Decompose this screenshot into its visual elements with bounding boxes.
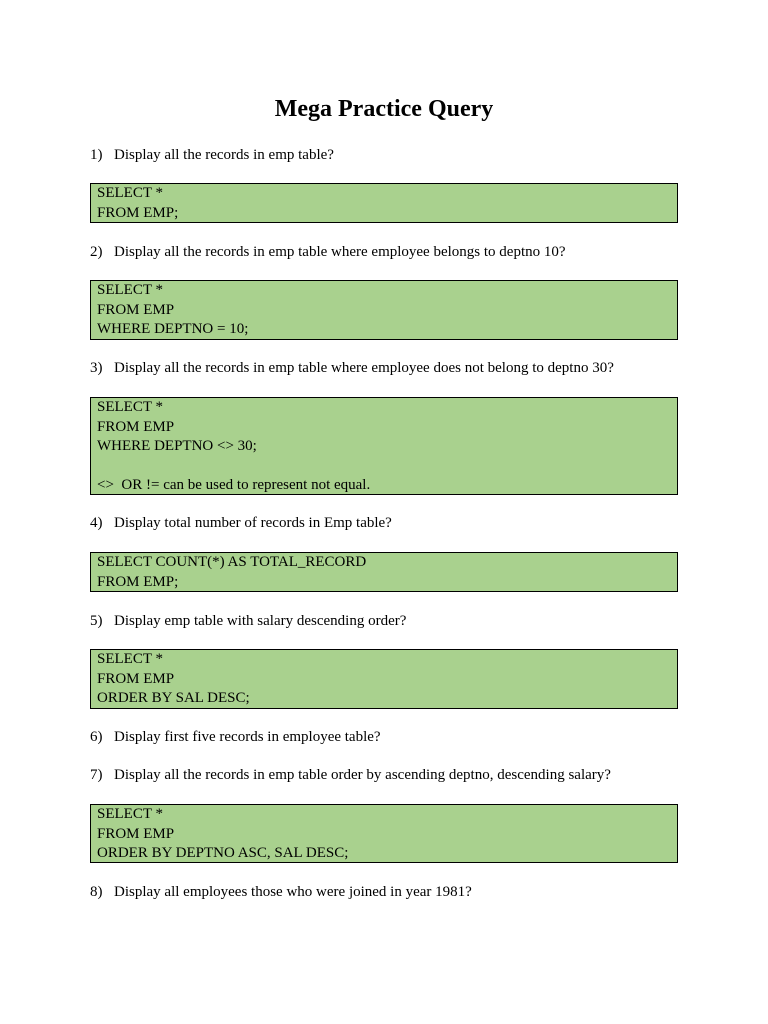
question-number: 7) bbox=[90, 767, 103, 783]
question-4 bbox=[90, 513, 392, 533]
code-line: FROM EMP bbox=[97, 418, 175, 435]
question-text: Display all the records in emp table where employee does not belong to deptno 30? bbox=[114, 360, 614, 376]
question-5 bbox=[90, 611, 406, 631]
code-line: SELECT * bbox=[97, 399, 163, 415]
sql-code-block-7 bbox=[90, 804, 678, 863]
question-text: Display all the records in emp table order by ascending deptno, descending salary? bbox=[114, 767, 611, 783]
code-line: SELECT * bbox=[97, 185, 163, 201]
question-3 bbox=[90, 358, 614, 378]
code-line: WHERE DEPTNO = 10; bbox=[97, 321, 249, 337]
code-line: SELECT * bbox=[97, 282, 163, 298]
question-text: Display all the records in emp table where employee belongs to deptno 10? bbox=[114, 244, 566, 260]
sql-code-block-3 bbox=[90, 397, 678, 495]
question-number: 8) bbox=[90, 884, 103, 900]
code-line: FROM EMP bbox=[97, 825, 175, 842]
question-number: 6) bbox=[90, 729, 103, 745]
code-line: ORDER BY DEPTNO ASC, SAL DESC; bbox=[97, 845, 349, 861]
question-text: Display all employees those who were joined in year 1981? bbox=[114, 884, 472, 900]
code-line: WHERE DEPTNO <> 30; bbox=[97, 438, 257, 454]
question-number: 1) bbox=[90, 147, 103, 163]
question-text: Display first five records in employee table? bbox=[114, 729, 381, 745]
code-note: <> OR != can be used to represent not equal. bbox=[97, 477, 371, 493]
code-line: FROM EMP bbox=[97, 301, 175, 318]
question-number: 2) bbox=[90, 244, 103, 260]
question-2 bbox=[90, 242, 566, 262]
question-text: Display emp table with salary descending order? bbox=[114, 613, 407, 629]
code-line: SELECT * bbox=[97, 806, 163, 822]
question-text: Display total number of records in Emp table? bbox=[114, 515, 392, 531]
page-title: Mega Practice Query bbox=[274, 96, 494, 122]
sql-code-block-1 bbox=[90, 183, 678, 223]
code-line: FROM EMP; bbox=[97, 204, 179, 221]
code-line: FROM EMP; bbox=[97, 573, 179, 590]
question-6 bbox=[90, 727, 381, 747]
code-line: ORDER BY SAL DESC; bbox=[97, 690, 250, 706]
question-text: Display all the records in emp table? bbox=[114, 147, 334, 163]
code-line bbox=[97, 457, 677, 477]
sql-code-block-5 bbox=[90, 649, 678, 709]
question-number: 5) bbox=[90, 613, 103, 629]
question-number: 4) bbox=[90, 515, 103, 531]
question-1 bbox=[90, 145, 334, 165]
question-7 bbox=[90, 765, 611, 785]
code-line: FROM EMP bbox=[97, 670, 175, 687]
question-8 bbox=[90, 882, 472, 902]
code-line: SELECT COUNT(*) AS TOTAL_RECORD bbox=[97, 554, 367, 570]
sql-code-block-4 bbox=[90, 552, 678, 592]
question-number: 3) bbox=[90, 360, 103, 376]
code-line: SELECT * bbox=[97, 651, 163, 667]
sql-code-block-2 bbox=[90, 280, 678, 340]
